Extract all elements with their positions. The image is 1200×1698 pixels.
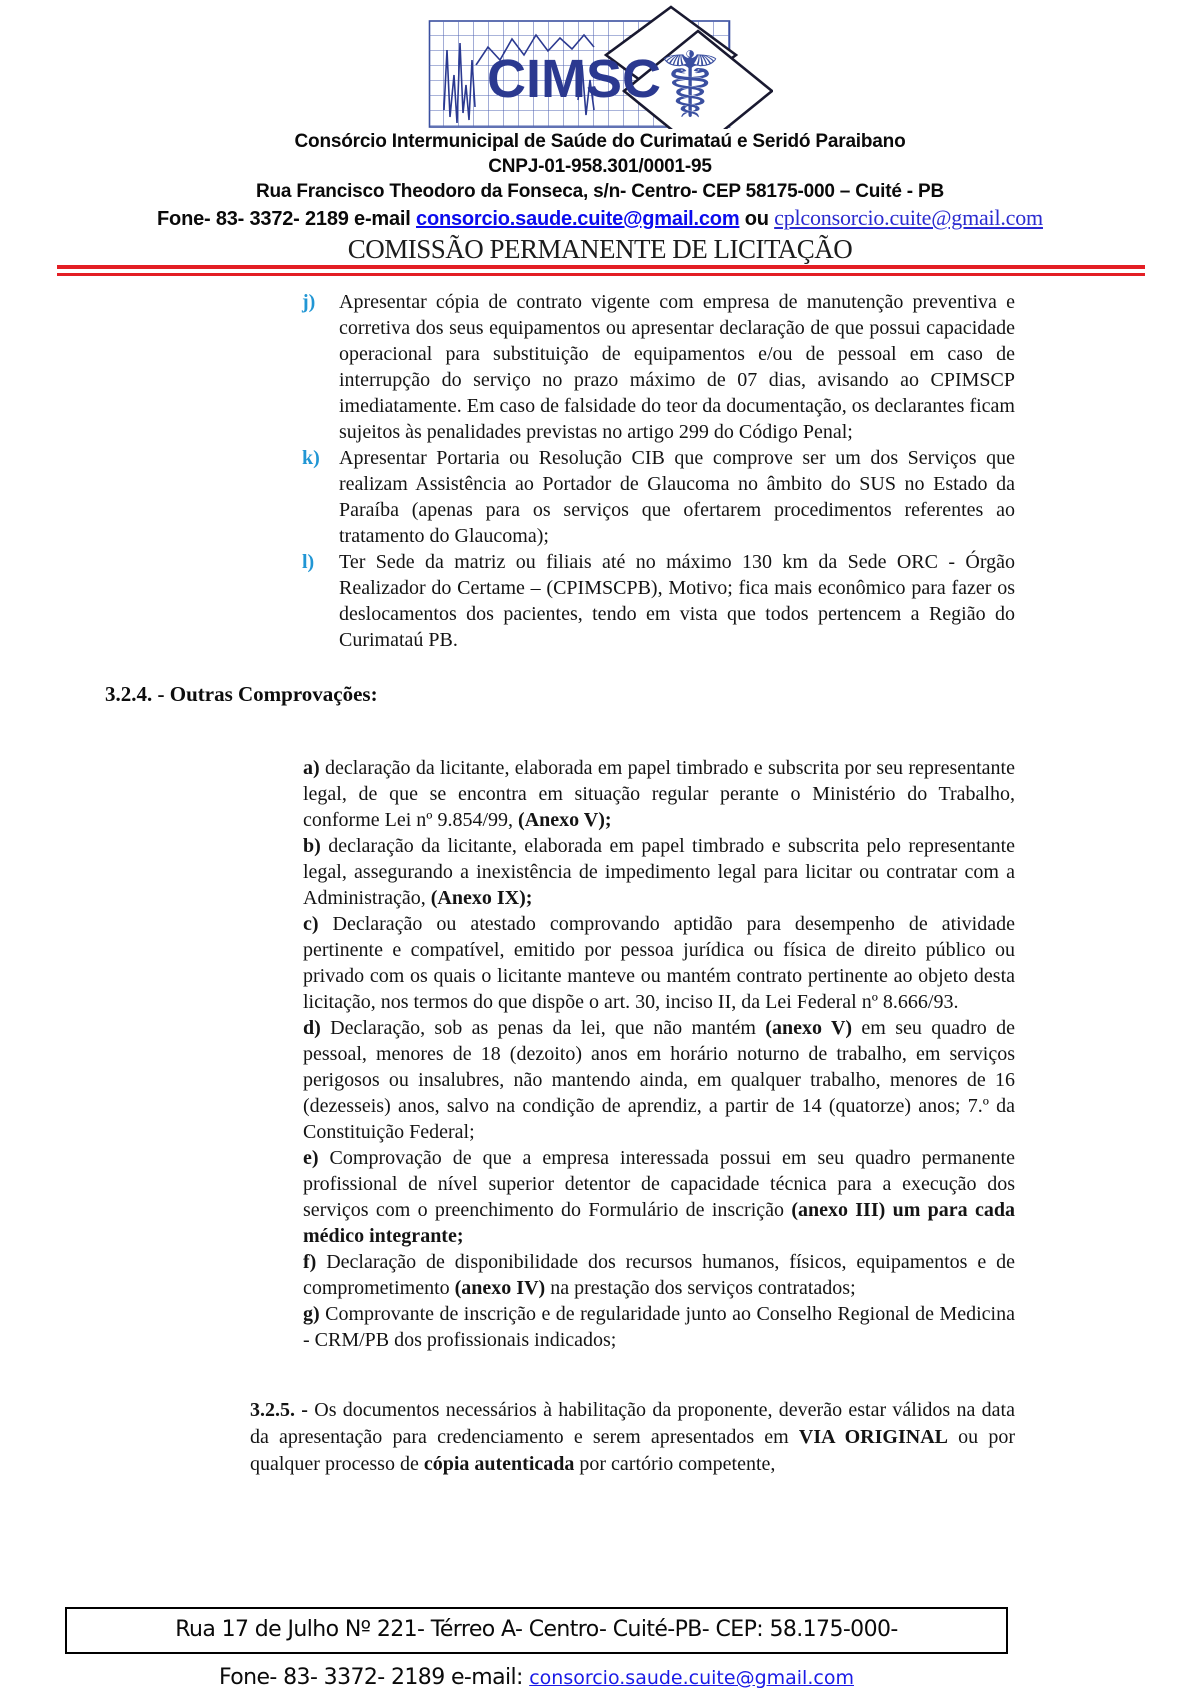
phone-label: Fone- 83- 3372- 2189 e-mail xyxy=(157,208,417,230)
org-cnpj: CNPJ-01-958.301/0001-95 xyxy=(488,156,712,177)
org-address: Rua Francisco Theodoro da Fonseca, s/n- Centro- CEP 58175-000 – Cuité - PB xyxy=(255,181,945,202)
paragraph-c: c) Declaração ou atestado comprovando aptidão para desempenho de atividade pertinente e compatível, emitido por pessoa jurídica ou física de direito público ou privado com os quais o licitante manteve ou mantém contrato pertinente ao objeto desta licitação, nos termos do que dispõe o art. 30, inciso II, da Lei Federal nº 8.666/93. xyxy=(303,913,1015,1013)
list-item-j xyxy=(302,289,1015,445)
caduceus-icon: ☤ xyxy=(658,35,721,129)
list-item-k xyxy=(302,445,1015,549)
cimsc-logo-graphic xyxy=(428,5,773,129)
document-body xyxy=(0,289,1200,1478)
list-marker: k) xyxy=(302,447,320,469)
email-separator: ou xyxy=(739,208,775,230)
list-marker: j) xyxy=(302,291,316,313)
list-item-text: Apresentar Portaria ou Resolução CIB que comprove ser um dos Serviços que realizam Assistência ao Portador de Glaucoma no âmbito do SUS no Estado da Paraíba (apenas para os serviços que ofertarem procedimentos referentes ao tratamento do Glaucoma); xyxy=(339,447,1015,547)
paragraph-g: g) Comprovante de inscrição e de regularidade junto ao Conselho Regional de Medicina - CRM/PB dos profissionais indicados; xyxy=(303,1303,1015,1351)
org-logo xyxy=(0,5,1200,129)
footer-address-box: Rua 17 de Julho Nº 221- Térreo A- Centro- Cuité-PB- CEP: 58.175-000- xyxy=(65,1607,1008,1654)
paragraph-f: f) Declaração de disponibilidade dos recursos humanos, físicos, equipamentos e de comprometimento (anexo IV) na prestação dos serviços contratados; xyxy=(303,1251,1015,1299)
footer-contact-line xyxy=(65,1665,1008,1690)
logo-wordmark: CIMSC xyxy=(486,49,661,109)
list-marker: l) xyxy=(302,551,315,573)
requirements-list xyxy=(302,289,1015,653)
letterhead xyxy=(0,0,1200,276)
clause-325: 3.2.5. - Os documentos necessários à habilitação da proponente, deverão estar válidos na data da apresentação para credenciamento e serem apresentados em VIA ORIGINAL ou por qualquer processo de cópia autenticada por cartório competente, xyxy=(250,1399,1015,1475)
paragraph-a: a) declaração da licitante, elaborada em papel timbrado e subscrita por seu representante legal, de que se encontra em situação regular perante o Ministério do Trabalho, conforme Lei nº 9.854/99, (Anexo V); xyxy=(303,757,1015,831)
committee-title: COMISSÃO PERMANENTE DE LICITAÇÃO xyxy=(347,234,853,264)
section-heading-324: 3.2.4. - Outras Comprovações: xyxy=(105,682,378,706)
list-item-text: Ter Sede da matriz ou filiais até no máximo 130 km da Sede ORC - Órgão Realizador do Certame – (CPIMSCPB), Motivo; fica mais econômico para fazer os deslocamentos dos pacientes, tendo em vista que todos pertencem a Região do Curimataú PB. xyxy=(339,551,1015,651)
red-divider xyxy=(57,265,1145,276)
page-footer xyxy=(65,1607,1008,1690)
paragraph-b: b) declaração da licitante, elaborada em papel timbrado e subscrita pelo representante legal, assegurando a inexistência de impedimento legal para licitar ou contratar com a Administração, (Anexo IX); xyxy=(303,835,1015,909)
paragraph-e: e) Comprovação de que a empresa interessada possui em seu quadro permanente profissional de nível superior detentor de capacidade técnica para a execução dos serviços com o preenchimento do Formulário de inscrição (anexo III) um para cada médico integrante; xyxy=(303,1147,1015,1247)
email-link-primary[interactable]: consorcio.saude.cuite@gmail.com xyxy=(416,208,740,230)
list-item-text: Apresentar cópia de contrato vigente com empresa de manutenção preventiva e corretiva dos seus equipamentos ou apresentar declaração de que possui capacidade operacional para substituição de equipamentos e/ou de pessoal em caso de interrupção do serviço no prazo máximo de 07 dias, avisando ao CPIMSCP imediatamente. Em caso de falsidade do teor da documentação, os declarantes ficam sujeitos às penalidades previstas no artigo 299 do Código Penal; xyxy=(339,291,1015,443)
footer-phone-label: Fone- 83- 3372- 2189 e-mail: xyxy=(219,1665,530,1690)
comprovacoes-block xyxy=(303,755,1015,1353)
org-contact-line xyxy=(0,204,1200,233)
list-item-l xyxy=(302,549,1015,653)
email-link-secondary[interactable]: cplconsorcio.cuite@gmail.com xyxy=(774,205,1043,230)
footer-email-link[interactable]: consorcio.saude.cuite@gmail.com xyxy=(529,1667,854,1689)
org-name: Consórcio Intermunicipal de Saúde do Curimataú e Seridó Paraibano xyxy=(294,131,906,152)
paragraph-d: d) Declaração, sob as penas da lei, que não mantém (anexo V) em seu quadro de pessoal, menores de 18 (dezoito) anos em horário noturno de trabalho, em serviços perigosos ou insalubres, não mantendo ainda, em qualquer trabalho, menores de 16 (dezesseis) anos, salvo na condição de aprendiz, a partir de 14 (quatorze) anos; 7.º da Constituição Federal; xyxy=(303,1017,1015,1143)
